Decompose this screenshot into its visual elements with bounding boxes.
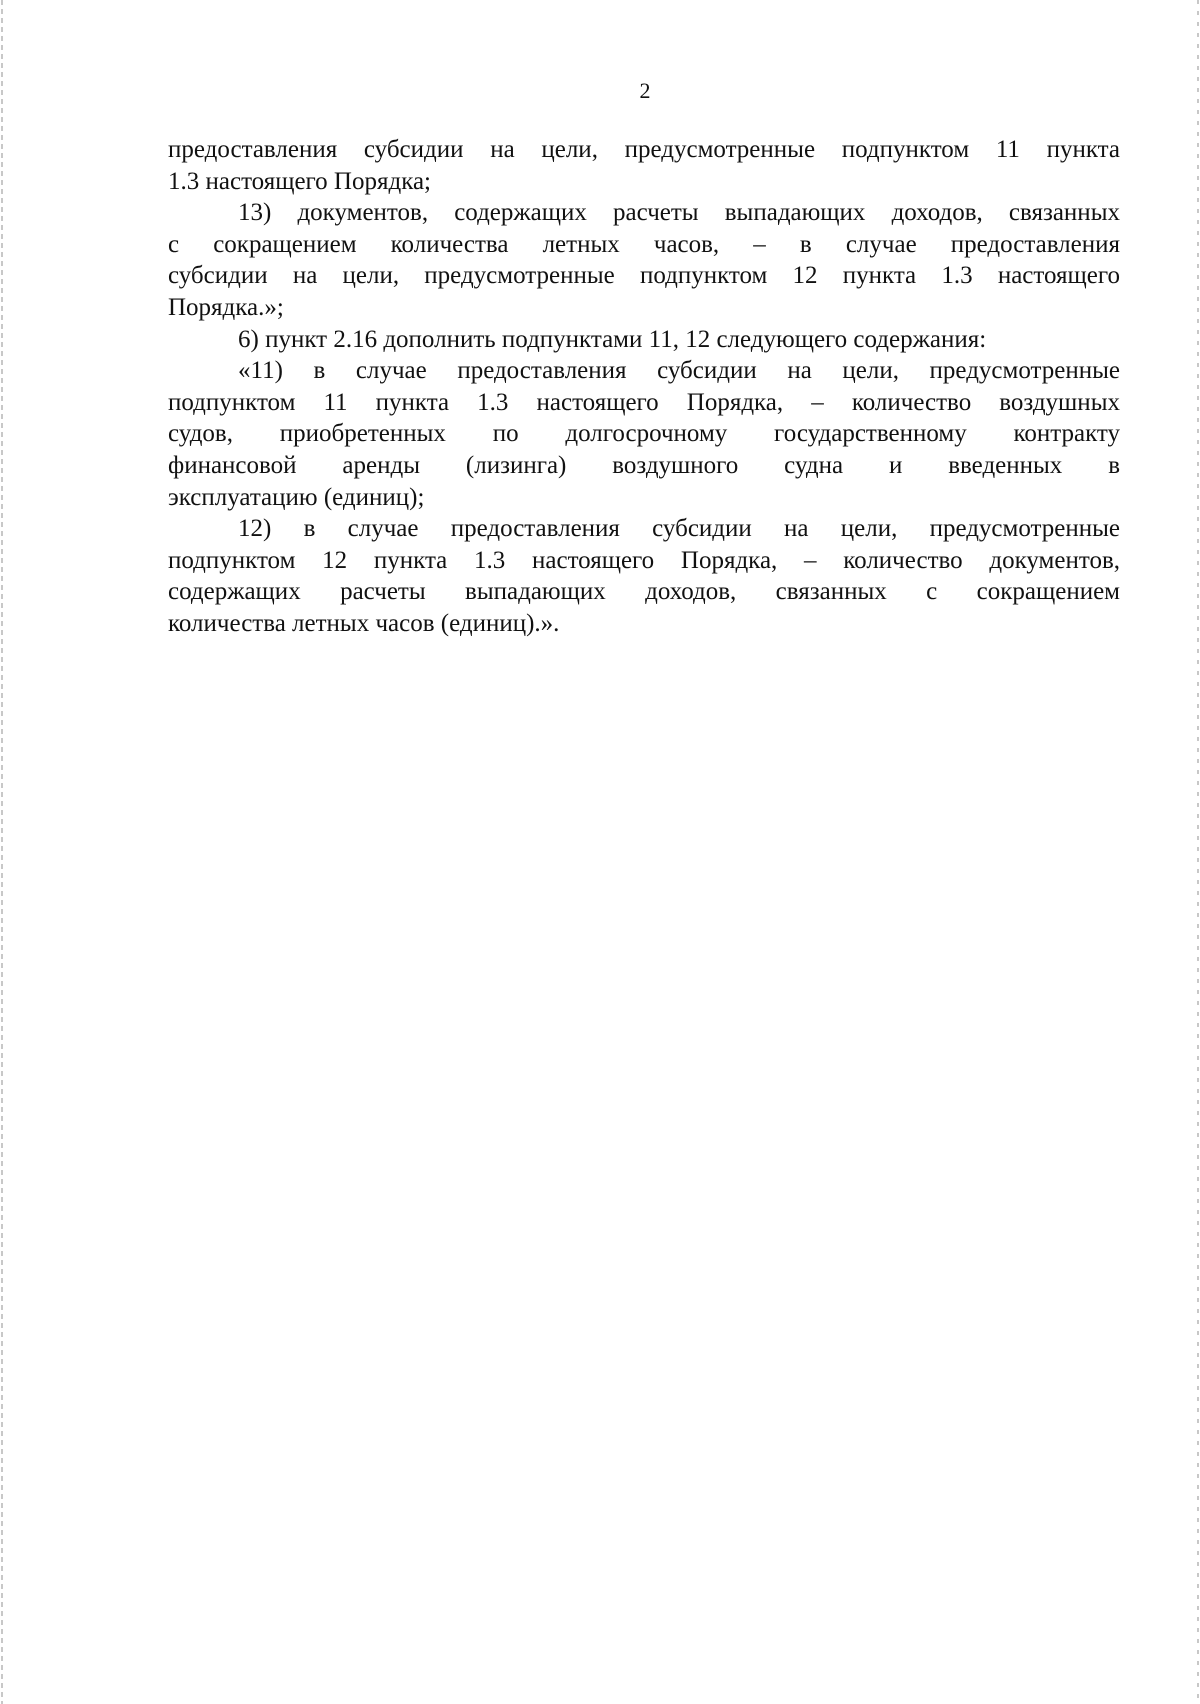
text-line-1: предоставления субсидии на цели, предусмотренные подпунктом 11 пункта	[168, 136, 1120, 163]
text-line-3: 13) документов, содержащих расчеты выпадающих доходов, связанных	[238, 199, 1120, 227]
text-line-16: количества летных часов (единиц).».	[168, 609, 560, 637]
text-line-14: подпунктом 12 пункта 1.3 настоящего Порядка, – количество документов,	[168, 546, 1120, 574]
scan-edge-left	[1, 0, 3, 1704]
text-line-8: «11) в случае предоставления субсидии на цели, предусмотренные	[238, 357, 1120, 385]
scan-edge-right	[1197, 0, 1199, 1704]
text-line-2: 1.3 настоящего Порядка;	[168, 167, 432, 195]
text-line-4: с сокращением количества летных часов, – в случае предоставления	[168, 230, 1120, 258]
text-line-10: судов, приобретенных по долгосрочному государственному контракту	[168, 420, 1120, 448]
text-line-15: содержащих расчеты выпадающих доходов, связанных с сокращением	[168, 578, 1120, 606]
text-line-9: подпунктом 11 пункта 1.3 настоящего Порядка, – количество воздушных	[168, 388, 1120, 416]
text-line-11: финансовой аренды (лизинга) воздушного судна и введенных в	[168, 451, 1120, 479]
text-line-7: 6) пункт 2.16 дополнить подпунктами 11, 12 следующего содержания:	[238, 325, 987, 353]
page-number: 2	[639, 78, 651, 103]
document-body	[168, 134, 1120, 640]
text-line-13: 12) в случае предоставления субсидии на цели, предусмотренные	[238, 515, 1120, 543]
text-line-5: субсидии на цели, предусмотренные подпунктом 12 пункта 1.3 настоящего	[168, 262, 1120, 290]
text-line-12: эксплуатацию (единиц);	[168, 483, 425, 511]
text-line-6: Порядка.»;	[168, 293, 284, 321]
